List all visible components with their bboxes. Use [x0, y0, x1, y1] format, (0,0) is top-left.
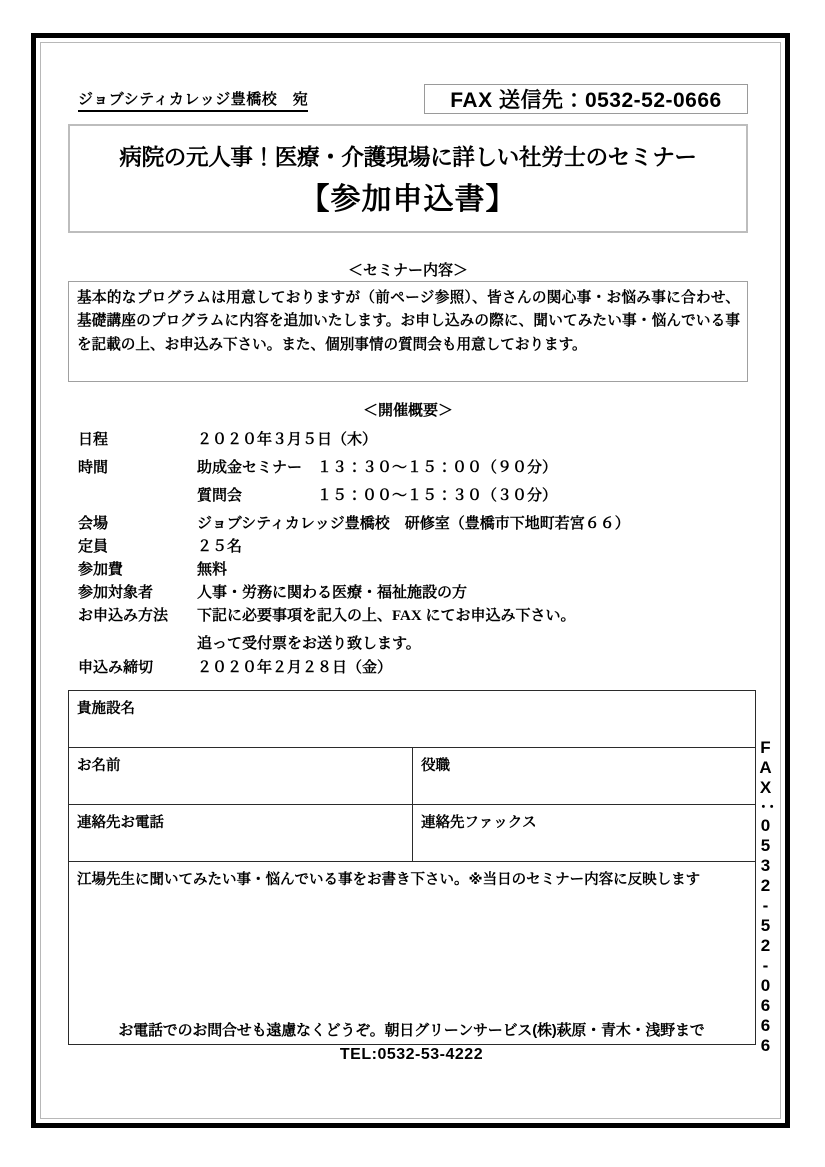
field-label-position[interactable]: 役職	[413, 748, 756, 805]
outline-value: ２０２０年２月２８日（金）	[197, 660, 393, 676]
field-label-name[interactable]: お名前	[69, 748, 413, 805]
outline-value: ２０２０年３月５日（木）	[197, 432, 378, 448]
outline-label: 参加対象者	[78, 585, 154, 601]
outline-value: 追って受付票をお送り致します。	[197, 636, 421, 652]
seminar-content-box	[68, 281, 748, 382]
fax-destination-text: FAX 送信先：0532-52-0666	[450, 89, 722, 112]
footer-contact-text: お電話でのお問合せも遠慮なくどうぞ。朝日グリーンサービス(株)萩原・青木・浅野まで	[118, 1022, 705, 1039]
outline-value: ２５名	[197, 539, 243, 555]
application-form-table	[68, 690, 756, 1045]
field-label-free-text[interactable]: 江場先生に聞いてみたい事・悩んでいる事をお書き下さい。※当日のセミナー内容に反映します	[69, 862, 756, 1045]
addressee-line: ジョブシティカレッジ豊橋校 宛	[78, 88, 308, 112]
outline-value: ジョブシティカレッジ豊橋校 研修室（豊橋市下地町若宮６６）	[197, 516, 630, 532]
table-row-phone-fax	[69, 805, 756, 862]
outline-value: 下記に必要事項を記入の上、FAX にてお申込み下さい。	[197, 608, 576, 624]
outline-label: 時間	[78, 460, 109, 476]
seminar-content-text: 基本的なプログラムは用意しておりますが（前ページ参照）、皆さんの関心事・お悩み事に合わせ、基礎講座のプログラムに内容を追加いたします。お申し込みの際に、聞いてみたい事・悩んでいる事を記載の上、お申込み下さい。また、個別事情の質問会も用意しております。	[77, 290, 740, 353]
field-label-facility-name[interactable]: 貴施設名	[69, 691, 756, 748]
side-margin-fax-number: FAX：0532-52-0666	[756, 738, 775, 1056]
page-title: 【参加申込書】	[299, 182, 517, 216]
document-title-box	[68, 124, 748, 233]
table-row-free-text	[69, 862, 756, 1045]
table-row-facility	[69, 691, 756, 748]
event-outline-heading: ＜開催概要＞	[362, 402, 453, 419]
footer-telephone: TEL:0532-53-4222	[339, 1046, 484, 1063]
outline-label: 会場	[78, 516, 109, 532]
outline-label: お申込み方法	[78, 608, 169, 624]
seminar-content-heading: ＜セミナー内容＞	[347, 262, 468, 279]
outline-label: 定員	[78, 539, 109, 555]
outline-value: 無料	[197, 562, 228, 578]
outline-value: 人事・労務に関わる医療・福祉施設の方	[197, 585, 468, 601]
outline-label: 参加費	[78, 562, 124, 578]
outline-value: 質問会 １５：００～１５：３０（３０分）	[197, 488, 558, 504]
fax-destination-box	[424, 84, 748, 114]
field-label-phone[interactable]: 連絡先お電話	[69, 805, 413, 862]
outline-label: 申込み締切	[78, 660, 154, 676]
table-row-name-position	[69, 748, 756, 805]
field-label-fax[interactable]: 連絡先ファックス	[413, 805, 756, 862]
outline-value: 助成金セミナー １３：３０～１５：００（９０分）	[197, 460, 558, 476]
outline-label: 日程	[78, 432, 109, 448]
title-subtitle: 病院の元人事！医療・介護現場に詳しい社労士のセミナー	[119, 144, 697, 170]
